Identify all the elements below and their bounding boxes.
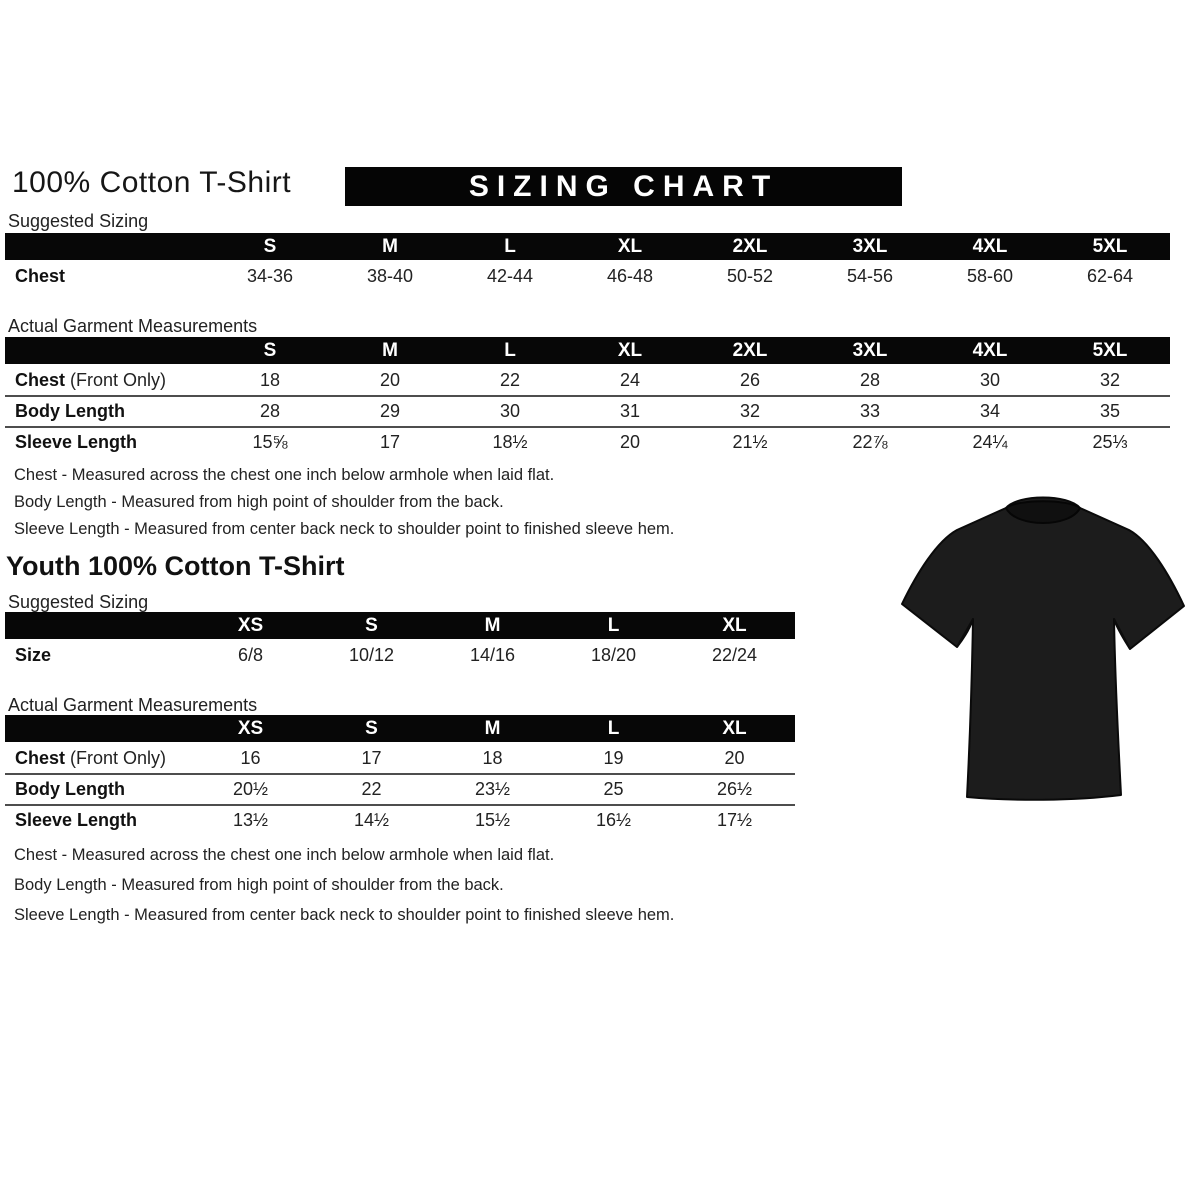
row-label: Chest xyxy=(15,266,66,286)
youth-actual-table xyxy=(5,715,795,835)
youth-suggested-sizing-label: Suggested Sizing xyxy=(8,592,149,612)
size-col-header: L xyxy=(607,615,620,636)
measure-cell: 18 xyxy=(482,748,503,768)
size-col-header: M xyxy=(484,718,501,739)
size-range-cell: 14/16 xyxy=(469,645,516,665)
corner-cell xyxy=(5,233,210,260)
adult-actual-table xyxy=(5,337,1170,457)
note-chest: Chest - Measured across the chest one inch below armhole when laid flat. xyxy=(14,466,555,484)
adult-sleeve-length-row xyxy=(5,426,1170,457)
chest-range-cell: 62-64 xyxy=(1086,266,1134,286)
size-col-header: XL xyxy=(617,340,643,361)
size-col-header: S xyxy=(365,718,378,739)
row-label-suffix: (Front Only) xyxy=(65,748,167,768)
chest-range-cell: 34-36 xyxy=(246,266,294,286)
row-label: Body Length xyxy=(15,779,125,799)
size-col-header: M xyxy=(484,615,501,636)
measure-cell: 34 xyxy=(979,401,1001,421)
chest-range-cell: 50-52 xyxy=(726,266,774,286)
youth-actual-measurements-label: Actual Garment Measurements xyxy=(8,695,258,715)
youth-suggested-table xyxy=(5,612,795,670)
size-col-header: 3XL xyxy=(852,340,888,361)
size-col-header: 2XL xyxy=(732,340,768,361)
adult-chest-range-row xyxy=(5,262,1170,291)
measure-cell: 29 xyxy=(379,401,401,421)
size-col-header: XS xyxy=(237,615,264,636)
measure-cell: 21½ xyxy=(732,432,768,452)
corner-cell xyxy=(5,337,210,364)
adult-actual-measurements-label: Actual Garment Measurements xyxy=(8,316,258,336)
measure-cell: 22⅞ xyxy=(852,432,888,452)
note-sleeve-length: Sleeve Length - Measured from center back neck to shoulder point to finished sleeve hem. xyxy=(14,520,675,538)
size-col-header: XS xyxy=(237,718,264,739)
measure-cell: 20 xyxy=(379,370,401,390)
measure-cell: 26½ xyxy=(716,779,753,799)
row-label: Sleeve Length xyxy=(15,432,138,452)
measure-cell: 30 xyxy=(499,401,521,421)
chest-range-cell: 46-48 xyxy=(606,266,654,286)
measure-cell: 16½ xyxy=(595,810,632,830)
size-col-header: 2XL xyxy=(732,236,768,257)
measure-cell: 28 xyxy=(859,370,881,390)
adult-body-length-row xyxy=(5,395,1170,426)
measure-cell: 19 xyxy=(603,748,624,768)
measure-cell: 18½ xyxy=(492,432,528,452)
size-col-header: S xyxy=(263,340,277,361)
measure-cell: 24¼ xyxy=(972,432,1008,452)
measure-cell: 20 xyxy=(724,748,745,768)
measure-cell: 15½ xyxy=(474,810,511,830)
note-sleeve-length: Sleeve Length - Measured from center back neck to shoulder point to finished sleeve hem. xyxy=(14,906,675,924)
chest-range-cell: 38-40 xyxy=(366,266,414,286)
size-col-header: L xyxy=(504,236,516,257)
adult-suggested-table xyxy=(5,233,1170,291)
size-col-header: S xyxy=(263,236,277,257)
measure-cell: 25 xyxy=(603,779,624,799)
note-chest: Chest - Measured across the chest one inch below armhole when laid flat. xyxy=(14,846,555,864)
measure-cell: 17½ xyxy=(716,810,753,830)
youth-title: Youth 100% Cotton T-Shirt xyxy=(6,551,345,581)
size-col-header: 4XL xyxy=(972,236,1008,257)
note-body-length: Body Length - Measured from high point of shoulder from the back. xyxy=(14,493,504,511)
size-col-header: M xyxy=(382,340,398,361)
note-body-length: Body Length - Measured from high point of shoulder from the back. xyxy=(14,876,504,894)
measure-cell: 15⅝ xyxy=(252,432,288,452)
measure-cell: 22 xyxy=(499,370,521,390)
tshirt-image xyxy=(893,478,1193,818)
size-col-header: 3XL xyxy=(852,236,888,257)
row-label: Chest xyxy=(15,748,66,768)
size-col-header: M xyxy=(382,236,398,257)
measure-cell: 32 xyxy=(1099,370,1121,390)
measure-cell: 24 xyxy=(619,370,641,390)
row-label: Size xyxy=(15,645,52,665)
corner-cell xyxy=(5,715,190,742)
measure-cell: 16 xyxy=(240,748,261,768)
size-col-header: XL xyxy=(617,236,643,257)
row-label-suffix: (Front Only) xyxy=(65,370,167,390)
measure-cell: 17 xyxy=(379,432,401,452)
measure-cell: 23½ xyxy=(474,779,511,799)
adult-suggested-sizing-label: Suggested Sizing xyxy=(8,211,149,231)
size-col-header: S xyxy=(365,615,378,636)
measure-cell: 25⅓ xyxy=(1092,432,1128,452)
page-title: 100% Cotton T-Shirt xyxy=(12,166,292,199)
measure-cell: 28 xyxy=(259,401,281,421)
measure-cell: 22 xyxy=(361,779,382,799)
size-col-header: 4XL xyxy=(972,340,1008,361)
size-col-header: L xyxy=(504,340,516,361)
size-range-cell: 10/12 xyxy=(348,645,395,665)
measure-cell: 31 xyxy=(619,401,641,421)
chest-range-cell: 42-44 xyxy=(486,266,534,286)
measure-cell: 17 xyxy=(361,748,382,768)
size-col-header: 5XL xyxy=(1092,340,1128,361)
youth-chest-row xyxy=(5,744,795,773)
size-range-cell: 18/20 xyxy=(590,645,637,665)
size-range-cell: 22/24 xyxy=(711,645,758,665)
row-label: Chest xyxy=(15,370,66,390)
row-label: Sleeve Length xyxy=(15,810,138,830)
sizing-chart-banner: SIZING CHART xyxy=(345,167,902,206)
youth-body-length-row xyxy=(5,773,795,804)
corner-cell xyxy=(5,612,190,639)
adult-notes xyxy=(14,462,674,543)
measure-cell: 18 xyxy=(259,370,281,390)
size-col-header: L xyxy=(607,718,620,739)
row-label: Body Length xyxy=(15,401,125,421)
adult-suggested-header-row xyxy=(5,233,1170,260)
size-col-header: XL xyxy=(722,718,747,739)
size-range-cell: 6/8 xyxy=(237,645,264,665)
adult-chest-row xyxy=(5,366,1170,395)
measure-cell: 26 xyxy=(739,370,761,390)
measure-cell: 35 xyxy=(1099,401,1121,421)
youth-size-row xyxy=(5,641,795,670)
youth-sleeve-length-row xyxy=(5,804,795,835)
measure-cell: 14½ xyxy=(353,810,390,830)
youth-actual-header-row xyxy=(5,715,795,742)
measure-cell: 20 xyxy=(619,432,641,452)
measure-cell: 33 xyxy=(859,401,881,421)
measure-cell: 20½ xyxy=(232,779,269,799)
chest-range-cell: 58-60 xyxy=(966,266,1014,286)
youth-suggested-header-row xyxy=(5,612,795,639)
black-tshirt-graphic xyxy=(893,478,1193,813)
adult-actual-header-row xyxy=(5,337,1170,364)
measure-cell: 13½ xyxy=(232,810,269,830)
size-col-header: 5XL xyxy=(1092,236,1128,257)
chest-range-cell: 54-56 xyxy=(846,266,894,286)
measure-cell: 32 xyxy=(739,401,761,421)
youth-notes xyxy=(14,840,674,930)
measure-cell: 30 xyxy=(979,370,1001,390)
size-col-header: XL xyxy=(722,615,747,636)
